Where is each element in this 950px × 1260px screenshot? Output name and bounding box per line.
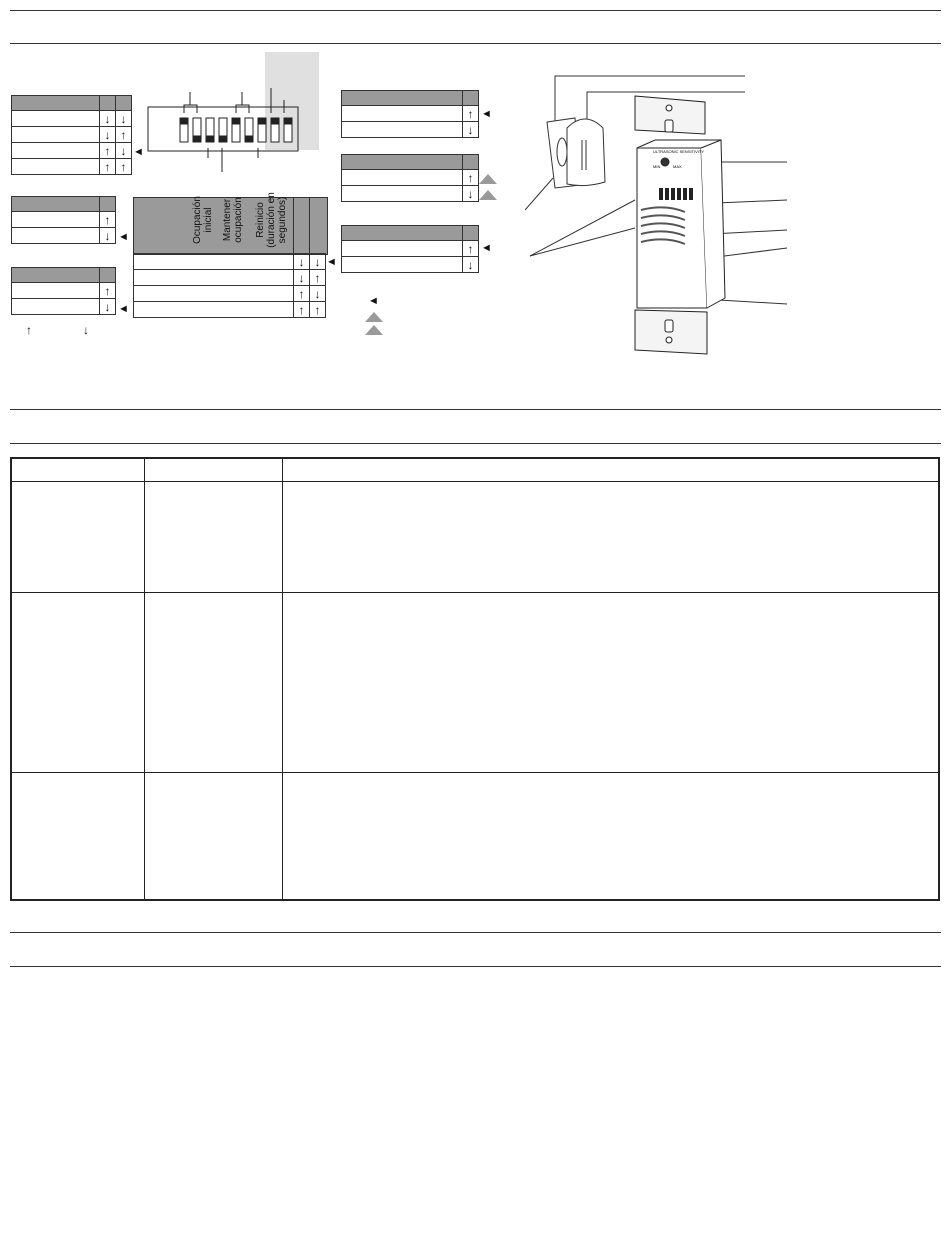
table-row (11, 773, 939, 900)
default-marker: ◄ (118, 231, 129, 243)
switch-cell: ↑ (463, 170, 479, 186)
switch-cell: ↑ (100, 212, 116, 228)
switch-table-right-1 (341, 90, 479, 138)
switch-cell: ↓ (100, 111, 116, 127)
rule-bot-1 (10, 932, 941, 933)
switch-cell: ↑ (310, 270, 326, 286)
column-header (145, 458, 283, 482)
main-table (10, 457, 940, 901)
rule-bot-2 (10, 966, 941, 967)
header-maintain-occupancy: Mantener ocupación (222, 197, 244, 243)
device-label-min: MIN (653, 164, 661, 169)
table-row (11, 593, 939, 773)
switch-cell: ↓ (100, 228, 116, 244)
legend-down-arrow: ↓ (83, 323, 89, 337)
switch-cell: ↑ (294, 302, 310, 318)
switch-cell: ↑ (463, 241, 479, 257)
default-marker: ◄ (481, 108, 492, 120)
default-marker: ◄ (481, 242, 492, 254)
switch-cell: ↓ (310, 254, 326, 270)
switch-cell: ↓ (100, 127, 116, 143)
legend-up-arrow: ↑ (26, 323, 32, 337)
rule-mid-2 (10, 443, 941, 444)
switch-cell: ↓ (463, 186, 479, 202)
gray-triangle-icon (479, 190, 497, 200)
sensor-device-illustration (525, 70, 795, 355)
switch-table-right-2 (341, 154, 479, 202)
legend-default-marker: ◄ (368, 295, 379, 307)
switch-cell: ↑ (116, 127, 132, 143)
switch-cell: ↓ (310, 286, 326, 302)
switch-cell: ↓ (463, 257, 479, 273)
switch-cell: ↑ (116, 159, 132, 175)
switch-table-left-bottom (11, 267, 116, 315)
header-initial-occupancy: Ocupación inicial (192, 196, 214, 244)
column-header (283, 458, 940, 482)
gray-triangle-icon (479, 174, 497, 184)
default-marker: ◄ (118, 303, 129, 315)
switch-cell: ↓ (463, 122, 479, 138)
switch-cell: ↑ (100, 143, 116, 159)
default-marker: ◄ (326, 256, 337, 268)
default-marker: ◄ (133, 146, 144, 158)
table-cell (11, 593, 145, 773)
switch-cell: ↑ (100, 159, 116, 175)
switch-cell: ↑ (310, 302, 326, 318)
table-cell (283, 773, 940, 900)
switch-cell: ↓ (116, 111, 132, 127)
rule-top-2 (10, 43, 941, 44)
table-cell (145, 773, 283, 900)
switch-cell: ↓ (100, 299, 116, 315)
table-cell (145, 593, 283, 773)
switch-cell: ↓ (294, 254, 310, 270)
switch-table-right-3 (341, 225, 479, 273)
switch-cell: ↓ (116, 143, 132, 159)
column-header (11, 458, 145, 482)
switch-cell: ↑ (294, 286, 310, 302)
device-label-max: MAX (673, 164, 682, 169)
legend-triangle-icon (365, 325, 383, 335)
table-cell (11, 482, 145, 593)
table-row (11, 482, 939, 593)
table-cell (283, 593, 940, 773)
rule-top-1 (10, 10, 941, 11)
dip-switch-diagram (140, 80, 320, 180)
legend-triangle-icon (365, 312, 383, 322)
timeout-table-body (133, 253, 326, 318)
switch-table-left-top (11, 95, 132, 175)
switch-cell: ↓ (294, 270, 310, 286)
device-label: ULTRASONIC SENSITIVITY (653, 149, 705, 154)
header-reset: Reinicio (duración en segundos) (255, 192, 288, 248)
switch-cell: ↑ (463, 106, 479, 122)
switch-table-left-mid (11, 196, 116, 244)
table-cell (283, 482, 940, 593)
table-cell (11, 773, 145, 900)
table-cell (145, 482, 283, 593)
switch-cell: ↑ (100, 283, 116, 299)
rule-mid-1 (10, 409, 941, 410)
